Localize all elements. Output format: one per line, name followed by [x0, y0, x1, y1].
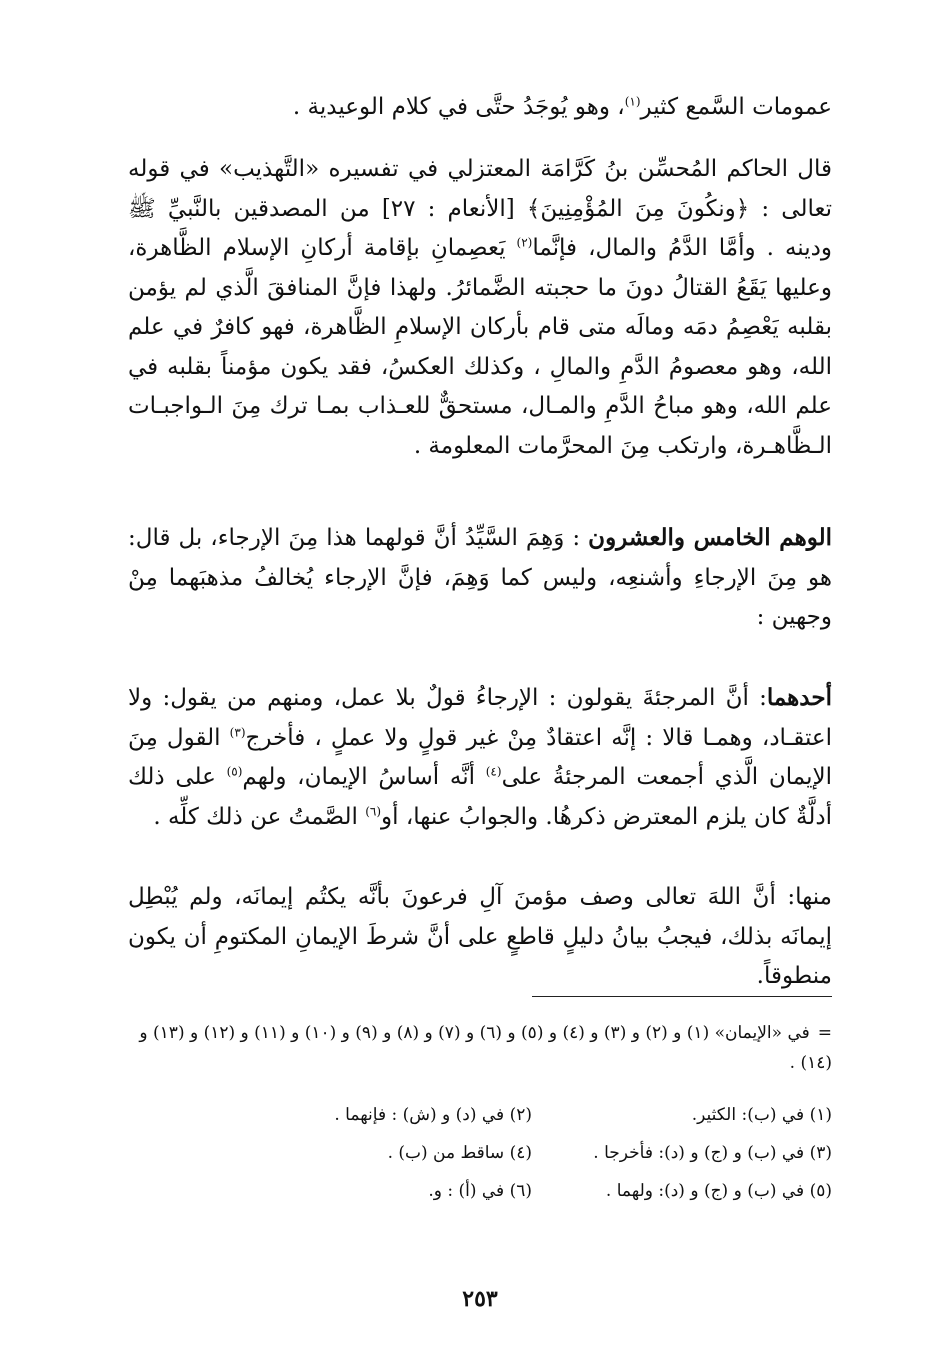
footnote-1: (١) في (ب): الكثير. [691, 1105, 832, 1125]
paragraph-3 [128, 518, 832, 638]
document-page [128, 78, 832, 1368]
page-number: ٢٥٣ [462, 1286, 498, 1312]
footnote-ref-5: (٥) [226, 764, 243, 779]
footnote-ref-3: (٣) [229, 724, 246, 739]
footnotes-list [232, 1096, 832, 1210]
footnote-ref-6: (٦) [365, 803, 382, 818]
paragraph-2-text-b: يَعصِمانِ بإقامة أركانِ الإسلام الظَّاهرة، وعليها يَقَعُ القتالُ دونَ ما حجبته الضَّمائرُ. ولهذا فإنَّ المنافقَ الَّذي لم يؤمن بقلبه يَعْصِمُ دمَه ومالَه متى قام بأركان الإسلامِ الظَّاهرة، فهو كافرٌ في علم الله، وهو معصومُ الدَّمِ والمالِ ، وكذلك العكسُ، فقد يكون مؤمناً بقلبه في علم الله، وهو مباحُ الدَّمِ والمـال، مستحقٌّ للعـذاب بمـا ترك مِنَ الـواجبـات الـظَّاهـرة، وارتكب مِنَ المحرَّمات المعلومة . [128, 235, 832, 459]
paragraph-2 [128, 150, 832, 466]
paragraph-4-text-e: الصَّمتُ عن ذلك كلِّه . [153, 803, 366, 830]
paragraph-3-text: : وَهِمَ السَّيِّدُ أنَّ قولهما هذا مِنَ الإرجاء، بل قال: هو مِنَ الإرجاءِ وأشنعِه، وليس كما وَهِمَ، فإنَّ الإرجاء يُخالفُ مذهبَهما مِنْ وجهين : [128, 525, 832, 630]
footnote-ref-2: (٢) [516, 235, 533, 250]
paragraph-2-text-a: قال الحاكم المُحسِّن بنُ كَرَّامَة المعتزلي في تفسيره «التَّهذيب» في قوله تعالى : ﴿ونكُونَ مِنَ المُؤْمِنِينَ﴾ [الأنعام : ٢٧] من المصدقين بالنَّبيِّ ﷺ ودينه . وأمَّا الدَّمُ والمال، فإنَّما [128, 156, 832, 261]
continuation-marker: = [817, 1023, 832, 1043]
footnote-2: (٢) في (د) و (ش) : فإنهما . [334, 1105, 532, 1125]
paragraph-3-heading: الوهم الخامس والعشرون [588, 524, 832, 551]
paragraph-1-text-a: عمومات السَّمع كثير [640, 94, 832, 120]
paragraph-5 [128, 878, 832, 997]
paragraph-4-heading: أحدهما [766, 684, 832, 711]
footnote-divider [532, 996, 832, 997]
footnote-ref-4: (٤) [485, 764, 502, 779]
paragraph-4 [128, 678, 832, 837]
footnote-4: (٤) ساقط من (ب) . [387, 1143, 532, 1163]
footnote-3: (٣) في (ب) و (ج) و (د): فأخرجا . [593, 1143, 832, 1163]
paragraph-4-text-b: القول مِنَ الإيمان الَّذي أجمعت المرجئةُ على [128, 724, 832, 790]
continuation-text: في «الإيمان» (١) و (٢) و (٣) و (٤) و (٥) و (٦) و (٧) و (٨) و (٩) و (١٠) و (١١) و (١٢) و (١٣) و (١٤) . [139, 1023, 832, 1073]
footnote-ref-1: (١) [624, 94, 641, 109]
paragraph-5-text: منها: أنَّ اللهَ تعالى وصف مؤمنَ آلِ فرعونَ بأنَّه يكتُم إيمانَه، ولم يُبْطِل إيمانَه بذلك، فيجبُ بيانُ دليلٍ قاطعٍ على أنَّ شرطَ الإيمانِ المكتومِ أن يكون منطوقاً. [128, 884, 832, 989]
paragraph-1 [128, 88, 832, 128]
paragraph-4-text-a: : أنَّ المرجئةَ يقولون : الإرجاءُ قولٌ بلا عمل، ومنهم من يقول: ولا اعتقـاد، وهمـا قالا : إنَّه اعتقادٌ مِنْ غير قولٍ ولا عملٍ ، فأخرج [128, 685, 832, 751]
footnote-5: (٥) في (ب) و (ج) و (د): ولهما . [605, 1181, 832, 1201]
paragraph-4-text-c: أنَّه أساسُ الإيمان، ولهم [242, 764, 486, 790]
footnote-6: (٦) في (أ) : و. [428, 1181, 532, 1201]
paragraph-4-text-d: على ذلك أدلَّةٌ كان يلزم المعترض ذكرهُا. والجوابُ عنها، أو [128, 764, 832, 830]
footnote-continuation [128, 1018, 832, 1078]
paragraph-1-text-b: ، وهو يُوجَدُ حتَّى في كلام الوعيدية . [292, 94, 625, 120]
